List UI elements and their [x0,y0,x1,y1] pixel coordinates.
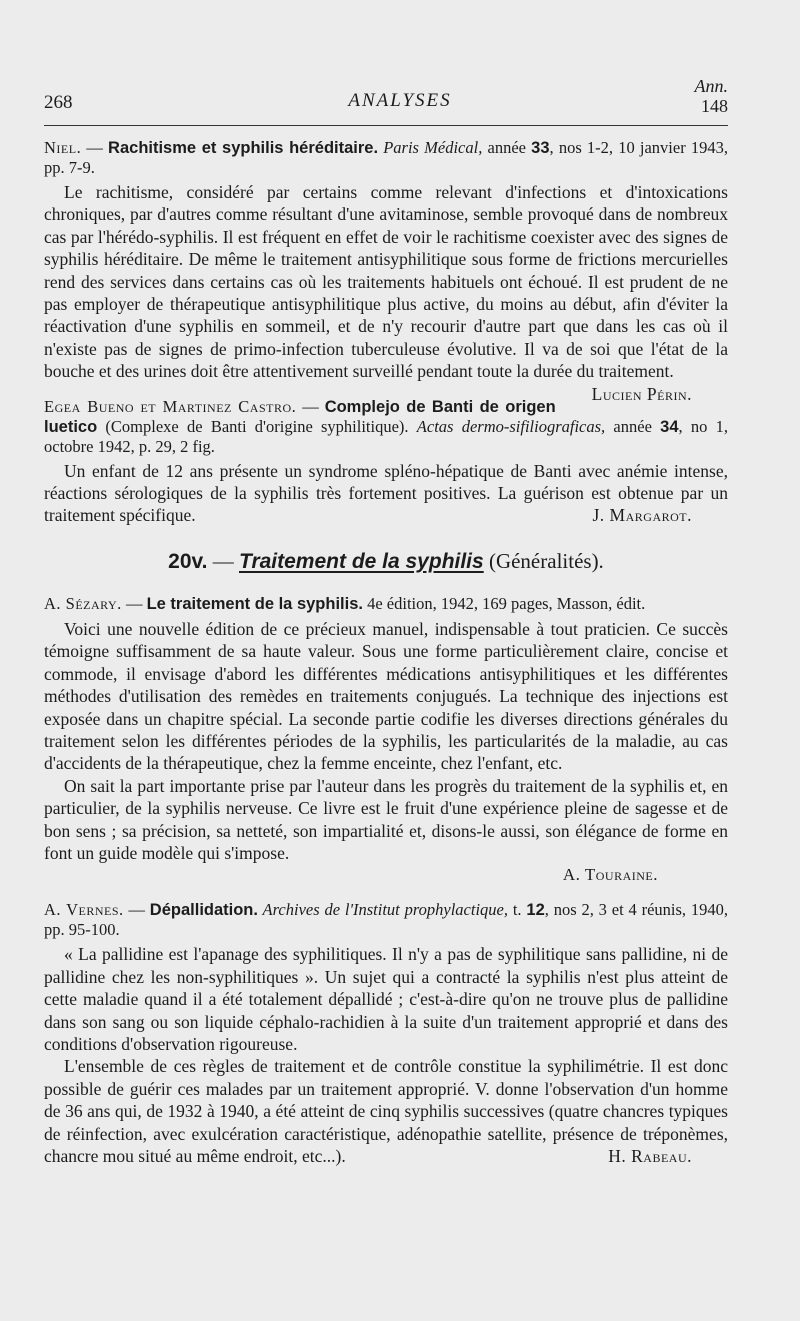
volume: 34 [660,417,679,436]
abstract-paragraph [44,1055,728,1167]
section-heading [44,549,728,574]
abstract-entry [44,900,728,1167]
paragraph-text: Un enfant de 12 ans présente un syndrome spléno-hépatique de Banti avec anémie intense, réactions sérologiques de la syphilis très fortement positives. La guérison est obtenue par un traitement spécifique. [44,460,728,526]
citation-details: , no 1, octobre 1942, p. 29, 2 fig. [44,416,728,456]
header-rule [44,125,728,126]
paragraph-text: Le rachitisme, considéré par certains comme relevant d'infections et d'intoxications chroniques, par d'autres comme résultant d'une avitaminose, semble provoqué dans de nombreux cas par l'hérédo-syphilis. Il est fréquent en effet de voir le rachitisme coexister avec des signes de syphilis héréditaire. De même le traitement antisyphilitique sous forme de frictions mercurielles rend des services dans certains cas où les traitements habituels ont échoué. Il est prudent de ne pas employer de thérapeutique antisyphilitique plus active, du moins au début, afin d'éviter la réactivation d'une syphilis en sommeil, et de n'y recourir d'autre part que dans les cas où il n'existe pas de signes de primo-infection tuberculeuse évolutive. Il va de soi que l'état de la bouche et des urines doit être attentivement surveillé pendant toute la durée du traitement. [44,182,728,382]
article-title: Le traitement de la syphilis. [146,594,363,613]
authors: A. Sézary. [44,593,122,613]
citation-separator: — [123,900,150,920]
volume: 33 [531,139,550,157]
citation-details: , nos 2, 3 et 4 réunis, 1940, pp. 95-100. [44,900,728,940]
reviewer-signature: H. Rabeau. [608,1146,692,1166]
citation [44,138,728,177]
reviewer-signature: A. Touraine. [562,865,658,885]
abstract-paragraph [44,181,728,404]
page-number: 268 [44,92,73,113]
citation [44,900,728,939]
annales-reference [695,76,729,116]
citation-pre-volume: t. [508,900,527,920]
running-title: ANALYSES [348,90,452,111]
running-header [0,0,800,130]
section-subtitle: (Généralités). [483,548,604,573]
article-subtitle: (Complexe de Banti d'origine syphilitique). [97,416,417,436]
citation-separator: — [296,396,325,416]
article-title: Dépallidation. [149,901,258,920]
citation-details: 4e édition, 1942, 169 pages, Masson, édit. [362,593,646,613]
journal-name: Actas dermo-sifiliograficas, [416,416,606,436]
citation [44,594,728,614]
paragraph-text: L'ensemble de ces règles de traitement et de contrôle constitue la syphilimétrie. Il est donc possible de guérir ces malades par un traitement approprié. V. donne l'observation d'un homme de 36 ans qui, de 1932 à 1940, a été atteint de cinq syphilis successives (quatre chancres typiques de réinfection, avec exulcération caractéristique, adénopathie satellite, présence de tréponèmes, chancre mou situé au même endroit, etc...). [44,1056,728,1166]
page-content [44,138,728,1181]
abstract-entry [44,594,728,886]
abstract-paragraph [44,460,728,527]
citation-separator: — [81,138,109,157]
authors: Egea Bueno et Martinez Castro. [44,396,297,416]
reviewer-signature: Lucien Périn. [591,383,692,404]
abstract-entry [44,397,728,527]
article-title: Rachitisme et syphilis héréditaire. [108,139,379,157]
ann-label: Ann. [694,76,728,96]
abstract-paragraph: Voici une nouvelle édition de ce précieux manuel, indispensable à tout praticien. Ce succès témoigne suffisamment de sa haute valeur. Sous une forme particulièrement claire, concise et commode, il envisage d'abord les différentes médications antisyphilitiques et les différentes méthodes d'utilisation des remèdes en traitements conjugués. La technique des injections est exposée dans un chapitre spécial. La seconde partie codifie les diverses directions générales du traitement selon les différentes périodes de la syphilis, les particularités de la maladie, au cas d'accidents de la thérapeutique, chez la femme enceinte, chez l'enfant, etc. [44,618,728,774]
citation-pre-volume: année [482,138,532,157]
abstract-paragraph: « La pallidine est l'apanage des syphilitiques. Il n'y a pas de syphilitique sans pallidine, ni de pallidine chez les non-syphilitiques ». Un sujet qui a contracté la syphilis n'est plus atteint de cette maladie quand il a été totalement dépallidé ; c'est-à-dire qu'on ne trouve plus de pallidine dans son sang ou son liquide céphalo-rachidien à la suite d'un traitement approprié et dans des conditions d'observation rigoureuse. [44,944,728,1054]
reviewer-signature: J. Margarot. [592,505,692,526]
article-title: Complejo de Banti de origen luetico [44,397,556,436]
volume: 12 [526,901,545,920]
authors: Niel. [44,138,82,157]
section-number: 20v. [168,549,208,573]
citation-separator: — [121,593,147,613]
citation-pre-volume: année [605,416,661,436]
authors: A. Vernes. [44,900,124,920]
abstract-entry [44,138,728,404]
journal-name: Paris Médical, [383,138,483,157]
section-dash: — [207,548,239,573]
section-title: Traitement de la syphilis [239,549,484,573]
journal-name: Archives de l'Institut prophylactique, [257,900,508,920]
citation-details: , nos 1-2, 10 janvier 1943, pp. 7-9. [44,138,728,177]
ann-number: 148 [701,96,728,116]
abstract-paragraph: On sait la part importante prise par l'auteur dans les progrès du traitement de la syphilis et, en particulier, de la syphilis nerveuse. Ce livre est le fruit d'une expérience pleine de sagesse et de bon sens ; sa précision, sa netteté, son impartialité et, disons-le aussi, son élégance de forme en font un guide modèle qui s'impose. [44,775,728,863]
citation [44,397,728,456]
